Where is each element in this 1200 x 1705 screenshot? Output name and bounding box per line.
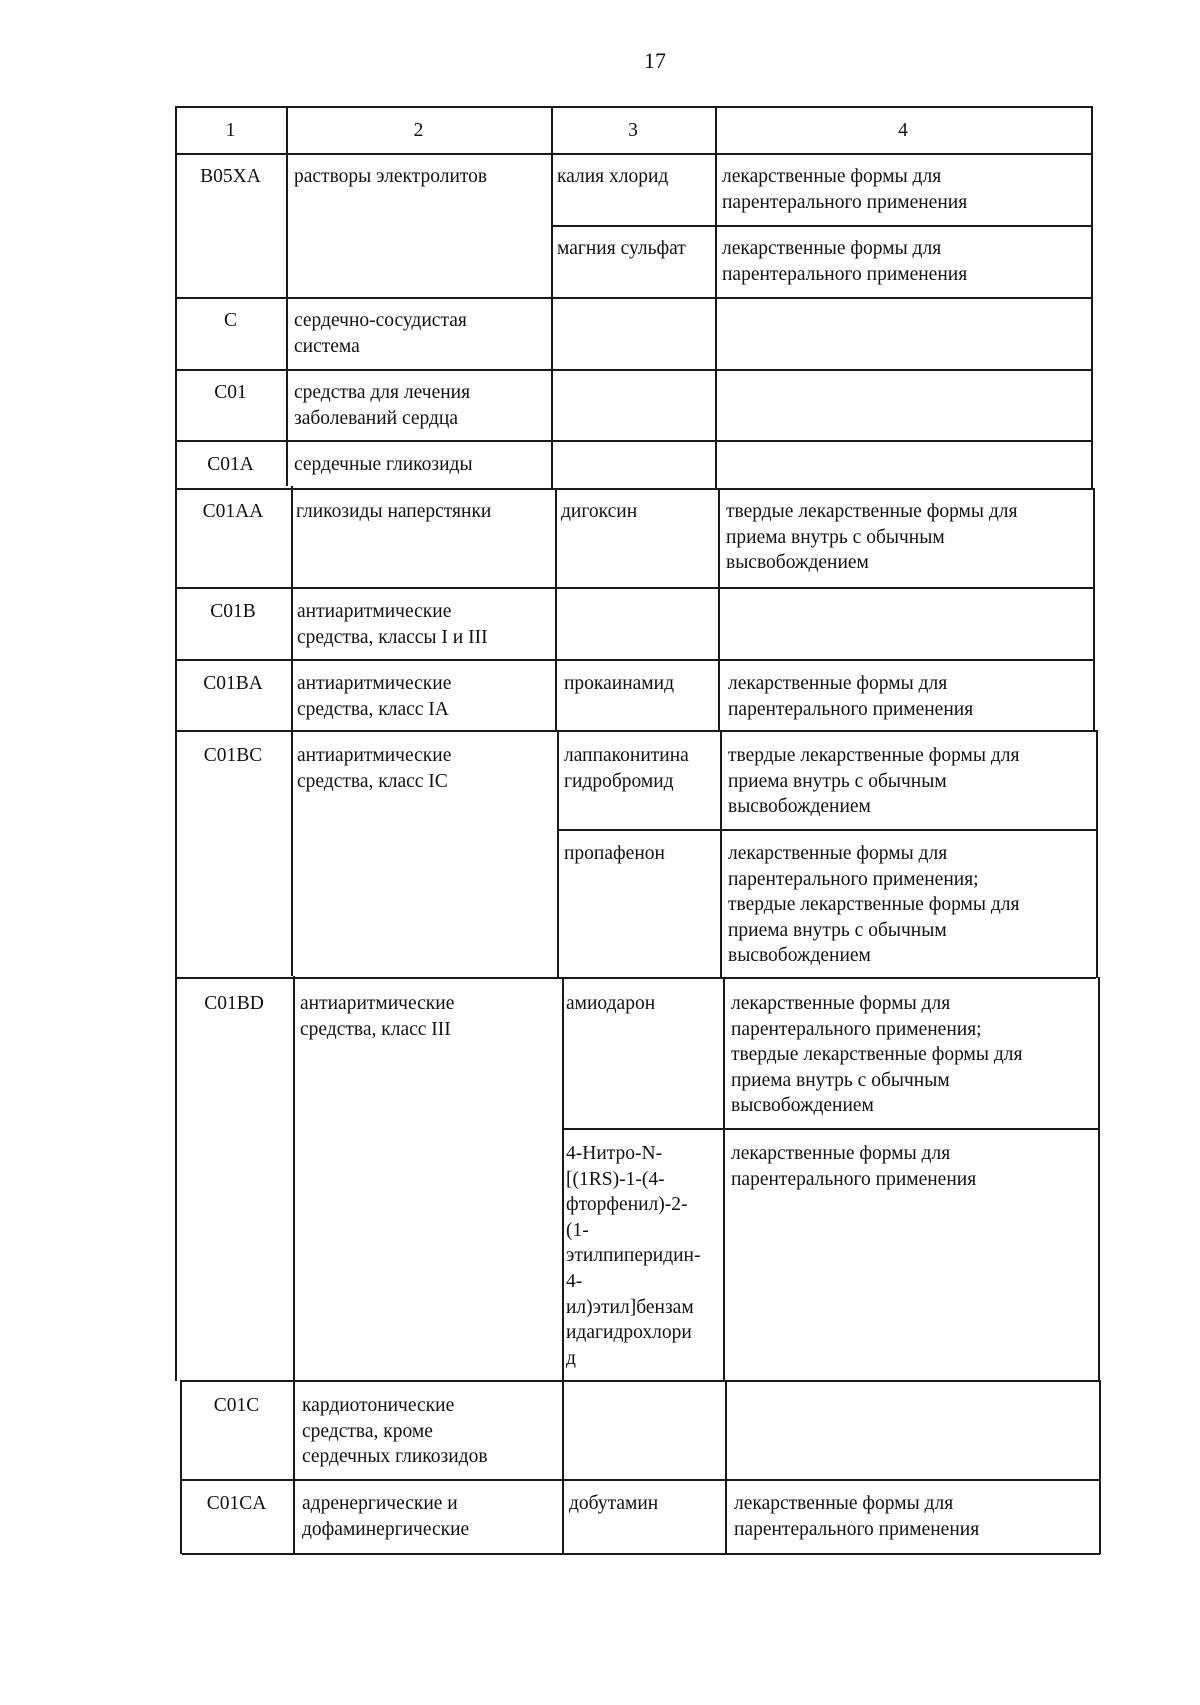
table-rule	[182, 1479, 1100, 1481]
header-col-2: 2	[413, 120, 424, 141]
table-rule	[715, 106, 717, 488]
table-rule	[291, 486, 293, 976]
table-rule	[1099, 1380, 1101, 1554]
table-rule	[175, 153, 1091, 155]
dosage-form: лекарственные формы для парентерального применения; твердые лекарственные формы для приема внутрь с обычным высвобождением	[728, 843, 1020, 967]
drug-name: пропафенон	[564, 843, 665, 864]
table-rule	[1098, 977, 1100, 1381]
drug-name: дигоксин	[561, 501, 638, 522]
table-rule	[175, 977, 1096, 979]
atc-group: антиаритмические средства, класс IC	[297, 745, 452, 792]
header-col-3: 3	[628, 120, 638, 141]
table-rule	[555, 488, 557, 730]
drug-name: добутамин	[569, 1493, 659, 1514]
drug-name: лаппаконитина гидробромид	[564, 745, 689, 792]
table-rule	[293, 976, 295, 1553]
dosage-form: лекарственные формы для парентерального применения; твердые лекарственные формы для приема внутрь с обычным высвобождением	[731, 993, 1023, 1117]
table-rule	[725, 1380, 727, 1554]
table-rule	[557, 829, 1096, 831]
atc-code: C01A	[207, 454, 254, 475]
table-rule	[720, 730, 722, 978]
dosage-form: твердые лекарственные формы для приема внутрь с обычным высвобождением	[728, 745, 1020, 818]
page-number: 17	[644, 48, 666, 73]
header-col-1: 1	[225, 120, 236, 141]
atc-code: C01B	[210, 601, 256, 622]
table-rule	[557, 730, 559, 978]
table-rule	[551, 106, 553, 488]
table-rule	[286, 106, 288, 486]
atc-code: C01C	[213, 1395, 260, 1416]
atc-code: C01AA	[202, 501, 264, 522]
header-col-4: 4	[898, 120, 908, 141]
table-rule	[551, 225, 1091, 227]
table-rule	[718, 488, 720, 730]
atc-group: антиаритмические средства, классы I и III	[297, 601, 488, 648]
table-rule	[562, 977, 564, 1553]
dosage-form: лекарственные формы для парентерального применения	[728, 673, 974, 720]
table-rule	[1093, 488, 1095, 730]
atc-group: кардиотонические средства, кроме сердечных гликозидов	[302, 1395, 488, 1468]
table-rule	[182, 1553, 1100, 1555]
table-rule	[180, 1380, 1099, 1382]
atc-code: C	[223, 310, 237, 331]
drug-name: калия хлорид	[557, 166, 669, 187]
table-rule	[723, 977, 725, 1381]
table-rule	[175, 369, 1091, 371]
atc-group: антиаритмические средства, класс III	[300, 993, 455, 1040]
dosage-form: лекарственные формы для парентерального применения	[734, 1493, 980, 1540]
atc-group: растворы электролитов	[294, 166, 488, 187]
dosage-form: лекарственные формы для парентерального применения	[722, 166, 968, 213]
dosage-form: лекарственные формы для парентерального применения	[731, 1143, 977, 1190]
atc-code: B05XA	[200, 166, 261, 187]
table-rule	[175, 440, 1091, 442]
atc-group: сердечно-сосудистая система	[294, 310, 467, 357]
drug-name: амиодарон	[566, 993, 656, 1014]
dosage-form: лекарственные формы для парентерального применения	[722, 238, 968, 285]
atc-group: гликозиды наперстянки	[296, 501, 492, 522]
table-rule	[175, 488, 1093, 490]
table-rule	[1096, 730, 1098, 978]
table-rule	[175, 659, 1095, 661]
table-rule	[175, 297, 1091, 299]
table-rule	[175, 587, 1095, 589]
table-rule	[175, 106, 1091, 108]
atc-group: антиаритмические средства, класс IA	[297, 673, 452, 720]
atc-code: C01CA	[206, 1493, 267, 1514]
drug-name: прокаинамид	[564, 673, 674, 694]
drug-name: магния сульфат	[557, 238, 686, 259]
atc-code: C01BA	[203, 673, 263, 694]
atc-code: C01	[214, 382, 247, 403]
table-rule	[562, 1128, 1099, 1130]
atc-code: C01BD	[204, 993, 264, 1014]
atc-group: средства для лечения заболеваний сердца	[294, 382, 471, 429]
table-rule	[175, 730, 1096, 732]
dosage-form: твердые лекарственные формы для приема внутрь с обычным высвобождением	[726, 501, 1018, 574]
drug-name: 4-Нитро-N- [(1RS)-1-(4- фторфенил)-2- (1- этилпиперидин- 4- ил)этил]бензам идагидрохлори д	[566, 1143, 701, 1369]
atc-group: адренергические и дофаминергические	[302, 1493, 470, 1540]
atc-group: сердечные гликозиды	[294, 454, 473, 475]
table-rule	[1091, 106, 1093, 488]
atc-code: C01BC	[203, 745, 263, 766]
